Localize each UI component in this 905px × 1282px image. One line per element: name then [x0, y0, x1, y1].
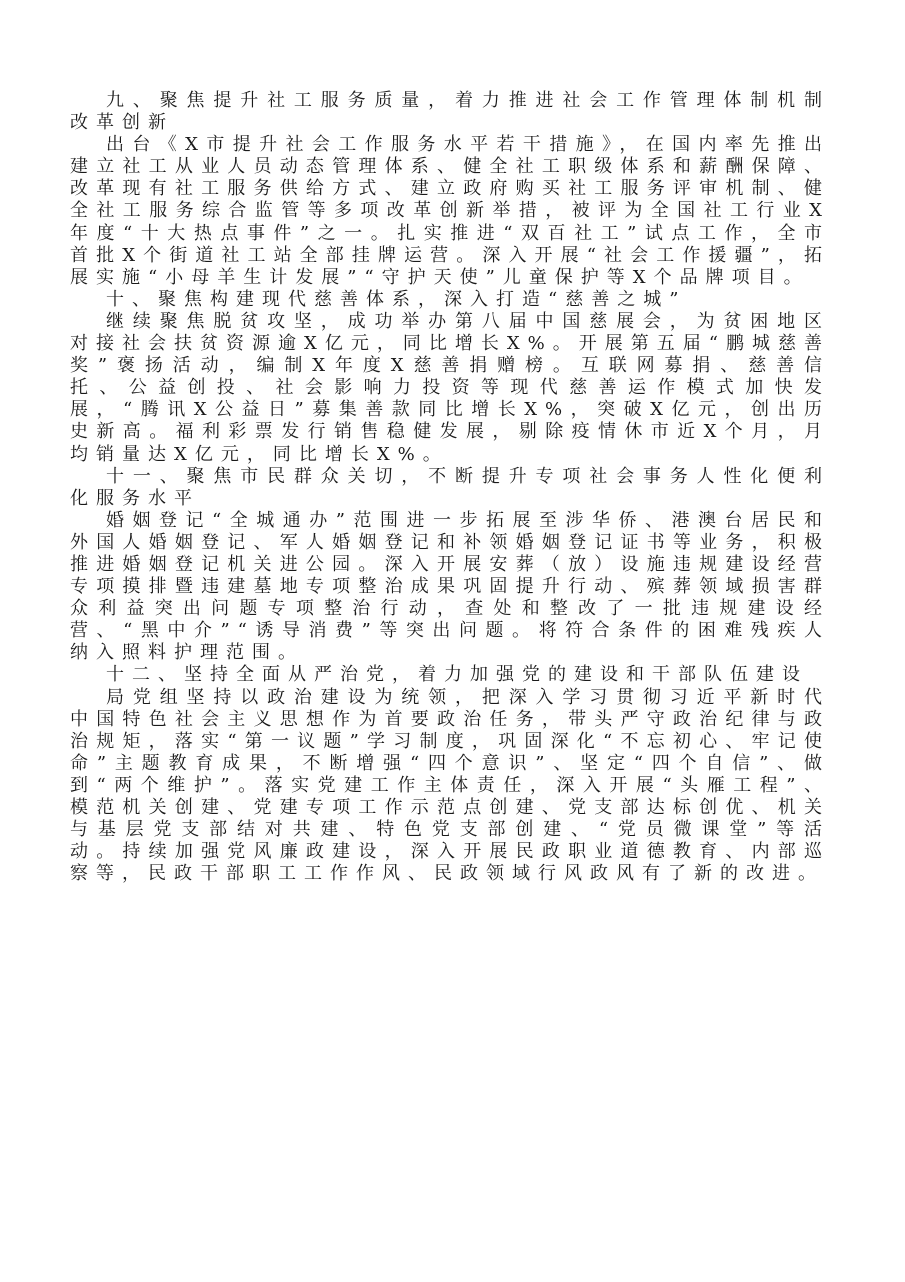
body-paragraph-public-affairs: 婚姻登记“全城通办”范围进一步拓展至涉华侨、港澳台居民和外国人婚姻登记、军人婚姻登记和补领婚姻登记证书等业务，积极推进婚姻登记机关进公园。深入开展安葬（放）设施违规建设经营专项摸排暨违建墓地专项整治成果巩固提升行动、殡葬领域损害群众利益突出问题专项整治行动，查处和整改了一批违规建设经营、“黑中介”“诱导消费”等突出问题。将符合条件的困难残疾人纳入照料护理范围。 — [70, 509, 830, 664]
body-paragraph-social-work: 出台《X市提升社会工作服务水平若干措施》，在国内率先推出建立社工从业人员动态管理体系、健全社工职级体系和薪酬保障、改革现有社工服务供给方式、建立政府购买社工服务评审机制、健全社工服务综合监管等多项改革创新举措，被评为全国社工行业X年度“十大热点事件”之一。扎实推进“双百社工”试点工作，全市首批X个街道社工站全部挂牌运营。深入开展“社会工作援疆”，拓展实施“小母羊生计发展”“守护天使”儿童保护等X个品牌项目。 — [70, 134, 830, 288]
body-paragraph-party-building: 局党组坚持以政治建设为统领，把深入学习贯彻习近平新时代中国特色社会主义思想作为首要政治任务，带头严守政治纪律与政治规矩，落实“第一议题”学习制度，巩固深化“不忘初心、牢记使命”主题教育成果，不断增强“四个意识”、坚定“四个自信”、做到“两个维护”。落实党建工作主体责任，深入开展“头雁工程”、模范机关创建、党建专项工作示范点创建、党支部达标创优、机关与基层党支部结对共建、特色党支部创建、“党员微课堂”等活动。持续加强党风廉政建设，深入开展民政职业道德教育、内部巡察等，民政干部职工工作作风、民政领域行风政风有了新的改进。 — [70, 686, 830, 885]
body-paragraph-charity: 继续聚焦脱贫攻坚，成功举办第八届中国慈展会，为贫困地区对接社会扶贫资源逾X亿元，同比增长X%。开展第五届“鹏城慈善奖”褒扬活动，编制X年度X慈善捐赠榜。互联网募捐、慈善信托、公益创投、社会影响力投资等现代慈善运作模式加快发展，“腾讯X公益日”募集善款同比增长X%，突破X亿元，创出历史新高。福利彩票发行销售稳健发展，剔除疫情休市近X个月，月均销量达X亿元，同比增长X%。 — [70, 310, 830, 465]
document-page — [70, 90, 830, 885]
section-heading-9: 九、聚焦提升社工服务质量，着力推进社会工作管理体制机制改革创新 — [70, 90, 830, 134]
section-heading-12: 十二、坚持全面从严治党，着力加强党的建设和干部队伍建设 — [106, 664, 808, 686]
section-heading-10: 十、聚焦构建现代慈善体系，深入打造“慈善之城” — [106, 288, 687, 310]
section-heading-11: 十一、聚焦市民群众关切，不断提升专项社会事务人性化便利化服务水平 — [70, 465, 830, 509]
